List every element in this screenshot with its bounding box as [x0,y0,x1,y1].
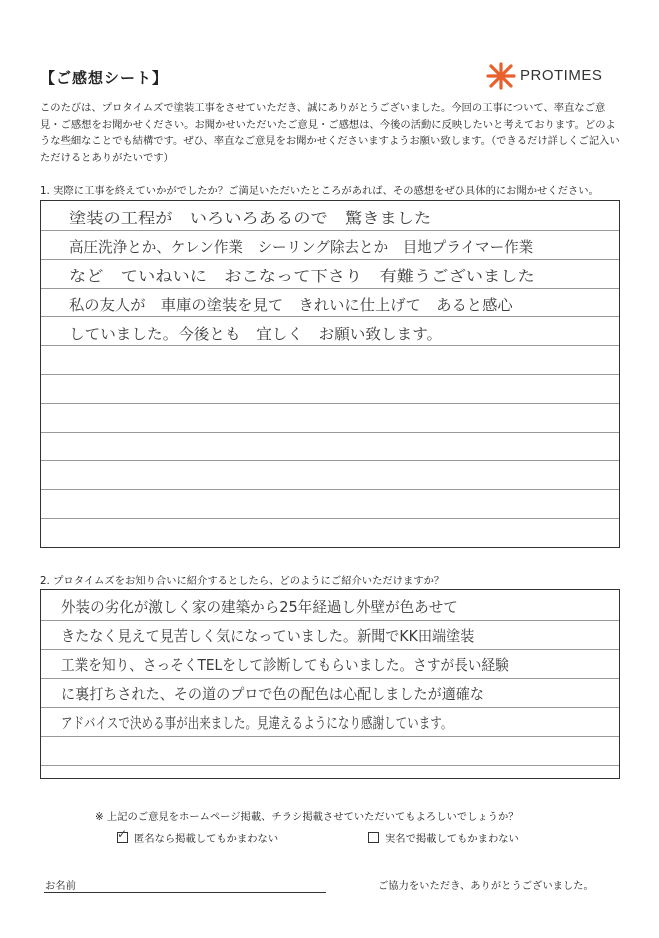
answer-2-line: アドバイスで決める事が出来ました。見違えるようになり感謝しています。 [61,714,453,732]
thanks-text: ご協力をいただき、ありがとうございました。 [378,880,594,892]
answer-2-line: きたなく見えて見苦しく気になっていました。新聞でKK田端塗装 [61,627,475,645]
consent-note: ※ 上記のご意見をホームページ掲載、チラシ掲載させていただいてもよろしいでしょうか？ [95,811,519,823]
question-1-answer-box [40,200,620,548]
answer-1-line: 塗装の工程が いろいろあるので 驚きました [69,209,432,227]
option-anonymous-label: 匿名なら掲載してもかまわない [134,833,279,845]
consent-option-anonymous[interactable] [117,827,279,845]
checkbox-realname[interactable] [368,832,379,843]
answer-1-line: していました。今後とも 宜しく お願い致します。 [69,325,443,343]
question-2-label: 2. プロタイムズをお知り合いに紹介するとしたら、どのようにご紹介いただけますか？ [40,575,445,587]
answer-1-line: 私の友人が 車庫の塗装を見て きれいに仕上げて あると感心 [69,296,513,314]
sheet-title: 【ご感想シート】 [40,69,169,87]
protimes-logo [486,62,616,90]
intro-text: このたびは、プロタイムズで塗装工事をさせていただき、誠にありがとうございました。今回の工事について、率直なご意見・ご感想をお聞かせください。お聞かせいただいたご意見・ご感想は、今後の活動に反映したいと考えております。どのような些細なことでも結構です。ぜひ、率直なご意見をお聞かせくださいますようお願い致します。（できるだけ詳しくご記入いただけるとありがたいです） [40,102,620,164]
name-label: お名前 [45,880,76,892]
option-realname-label: 実名で掲載してもかまわない [385,833,519,845]
consent-option-realname[interactable] [368,830,519,845]
logo-text: PROTIMES [520,67,603,84]
checkbox-anonymous[interactable] [117,827,128,843]
answer-1-line: など ていねいに おこなって下さり 有難うございました [69,267,535,285]
name-underline [44,892,326,893]
answer-2-line: 工業を知り、さっそくTELをして診断してもらいました。さすが長い経験 [61,656,509,674]
protimes-logo-icon [486,62,516,90]
answer-1-line: 高圧洗浄とか、ケレン作業 シーリング除去とか 目地プライマー作業 [69,238,534,256]
question-2-answer-box [40,589,620,779]
answer-2-line: に裏打ちされた、その道のプロで色の配色は心配しましたが適確な [61,685,485,703]
question-1-label: 1. 実際に工事を終えていかがでしたか？ご満足いただいたところがあれば、その感想をぜひ具体的にお聞かせください。 [40,185,599,197]
answer-2-line: 外装の劣化が激しく家の建築から25年経過し外壁が色あせて [61,598,458,616]
check-mark-icon: ✓ [117,827,128,841]
